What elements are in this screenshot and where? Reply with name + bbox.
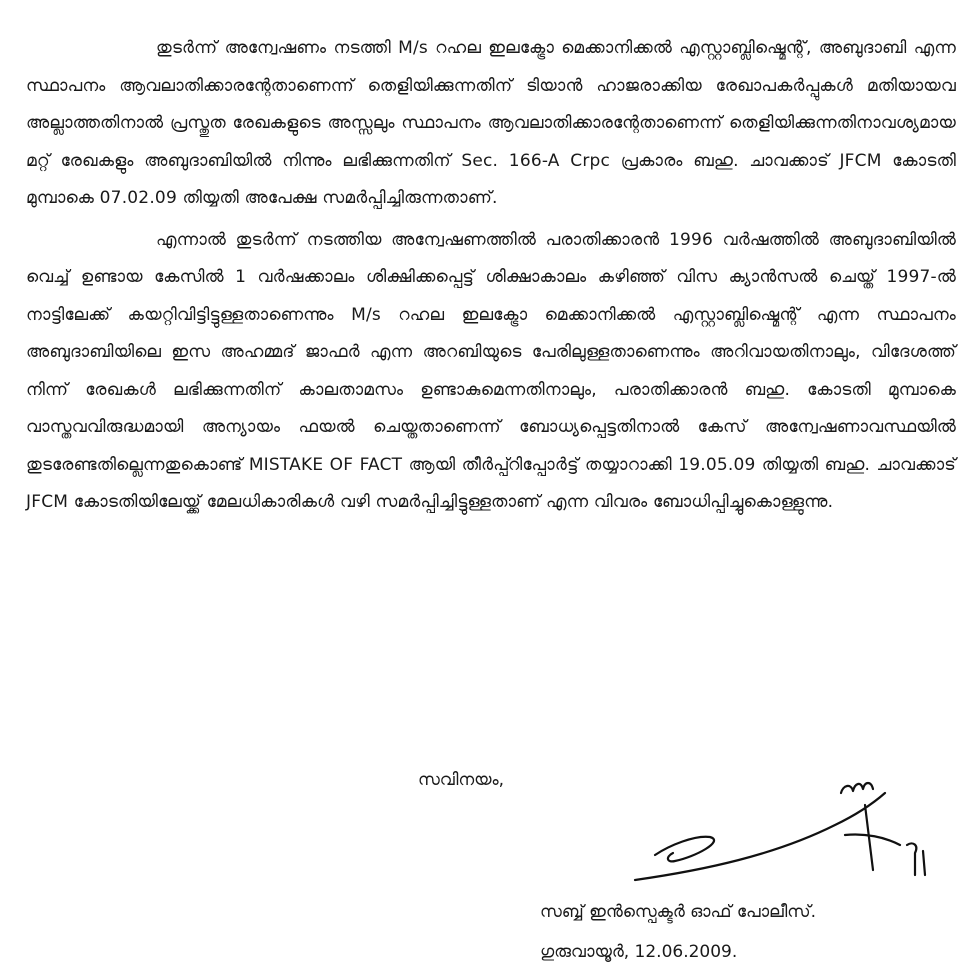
letter-paragraph-2: എന്നാൽ തുടർന്ന് നടത്തിയ അന്വേഷണത്തിൽ പരാതിക്കാരൻ 1996 വർഷത്തിൽ അബുദാബിയിൽ വെച്ച് ഉണ്ടായ കേസിൽ 1 വർഷക്കാലം ശിക്ഷിക്കപ്പെട്ട് ശിക്ഷാകാലം കഴിഞ്ഞ് വിസ ക്യാൻസൽ ചെയ്ത് 1997-ൽ നാട്ടിലേക്ക് കയറ്റിവിട്ടിട്ടുള്ളതാണെന്നും M/s റഹല ഇലക്ട്രോ മെക്കാനിക്കൽ എസ്റ്റാബ്ലിഷ്മെന്റ് എന്ന സ്ഥാപനം അബുദാബിയിലെ ഇസ അഹമ്മദ് ജാഫർ എന്ന അറബിയുടെ പേരിലുള്ളതാണെന്നും അറിവായതിനാലും, വിദേശത്ത് നിന്ന് രേഖകൾ ലഭിക്കുന്നതിന് കാലതാമസം ഉണ്ടാകുമെന്നതിനാലും, പരാതിക്കാരൻ ബഹു. കോടതി മുമ്പാകെ വാസ്തവവിരുദ്ധമായി അന്യായം ഫയൽ ചെയ്തതാണെന്ന് ബോധ്യപ്പെട്ടതിനാൽ കേസ് അന്വേഷണാവസ്ഥയിൽ തുടരേണ്ടതില്ലെന്നതുകൊണ്ട് MISTAKE OF FACT ആയി തീർപ്പ്റിപ്പോർട്ട് തയ്യാറാക്കി 19.05.09 തിയ്യതി ബഹു. ചാവക്കാട് JFCM കോടതിയിലേയ്ക്ക് മേലധികാരികൾ വഴി സമർപ്പിച്ചിട്ടുള്ളതാണ് എന്ന വിവരം ബോധിപ്പിച്ചുകൊള്ളുന്നു.	[26, 229, 956, 512]
closing-salutation: സവിനയം,	[418, 770, 505, 790]
signature-block	[540, 892, 816, 972]
officer-designation: സബ്ബ് ഇൻസ്പെക്ടർ ഓഫ് പോലീസ്.	[540, 902, 817, 922]
letter-paragraph-1: തുടർന്ന് അന്വേഷണം നടത്തി M/s റഹല ഇലക്ട്രോ മെക്കാനിക്കൽ എസ്റ്റാബ്ലിഷ്മെന്റ്, അബുദാബി എന്ന സ്ഥാപനം ആവലാതിക്കാരന്റേതാണെന്ന് തെളിയിക്കുന്നതിന് ടിയാൻ ഹാജരാക്കിയ രേഖാപകർപ്പുകൾ മതിയായവ അല്ലാത്തതിനാൽ പ്രസ്തുത രേഖകളുടെ അസ്സലും സ്ഥാപനം ആവലാതിക്കാരന്റേതാണെന്ന് തെളിയിക്കുന്നതിനാവശ്യമായ മറ്റ് രേഖകളും അബുദാബിയിൽ നിന്നും ലഭിക്കുന്നതിന് Sec. 166-A Crpc പ്രകാരം ബഹു. ചാവക്കാട് JFCM കോടതി മുമ്പാകെ 07.02.09 തിയ്യതി അപേക്ഷ സമർപ്പിച്ചിരുന്നതാണ്.	[26, 38, 956, 208]
place-and-date: ഗുരുവായൂർ, 12.06.2009.	[540, 942, 738, 962]
handwritten-signature	[615, 775, 955, 900]
